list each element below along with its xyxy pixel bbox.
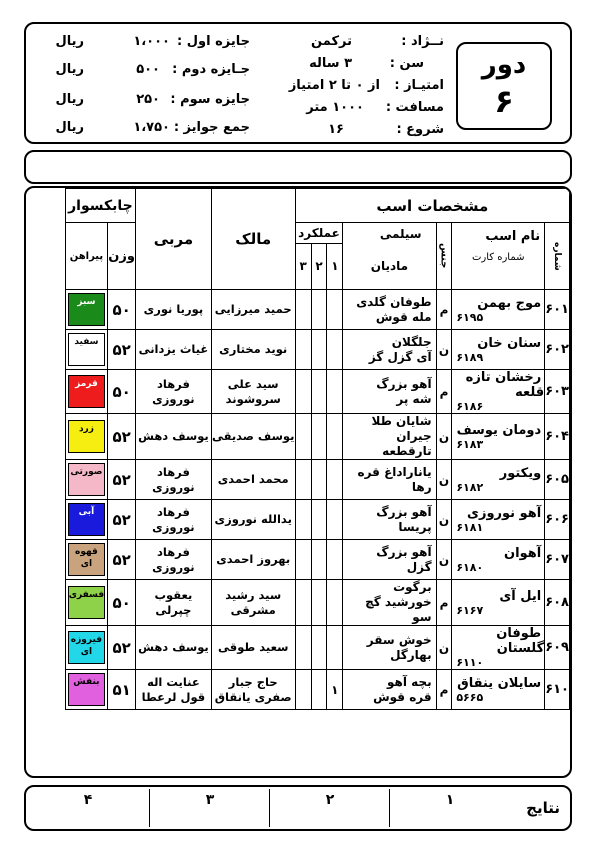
card-header: شماره کارت — [472, 252, 525, 263]
silk-cell — [65, 330, 107, 370]
performance-header-cell — [295, 223, 343, 290]
table-row — [26, 626, 570, 670]
silk-swatch: فیروزه ای — [68, 631, 105, 664]
horse-name-cell — [452, 580, 545, 626]
owner-name: یدالله نوروزی — [211, 500, 295, 540]
prize-2-unit: ریال — [55, 62, 84, 77]
horse-number: ۶۰۱ — [545, 290, 570, 330]
dam-name: آی گزل گز — [368, 349, 432, 364]
perf-1: ۱ — [327, 670, 343, 710]
silk-cell — [65, 540, 107, 580]
trainer-name: فرهاد نوروزی — [136, 370, 212, 414]
silk-cell — [65, 580, 107, 626]
perf-1 — [327, 540, 343, 580]
trainer-name: یوسف دهش — [136, 414, 212, 460]
sire-name: خوش سقر — [366, 632, 432, 647]
horse-number: ۶۰۴ — [545, 414, 570, 460]
dam-name: جیران تارقطعه — [382, 429, 432, 458]
horse-sex: ن — [436, 460, 452, 500]
silk-cell — [65, 500, 107, 540]
sire-name: بچه آهو — [387, 674, 432, 689]
horse-name: سایلان ینقاق — [457, 675, 542, 691]
horse-number: ۶۰۸ — [545, 580, 570, 626]
card-number: ۶۱۸۱ — [456, 520, 484, 534]
silk-cell — [65, 460, 107, 500]
sire-name: آهو بزرگ — [376, 504, 432, 519]
sire-name: شایان طلا — [371, 414, 432, 428]
horse-name-cell — [452, 414, 545, 460]
race-label: دور — [481, 50, 527, 80]
table-row — [26, 460, 570, 500]
horse-sex: ن — [436, 330, 452, 370]
perf-3 — [295, 330, 311, 370]
perf-3 — [295, 500, 311, 540]
horse-sex: ن — [436, 540, 452, 580]
horse-sex: م — [436, 670, 452, 710]
jockey-weight: ۵۲ — [108, 500, 136, 540]
silk-swatch: قهوه ای — [68, 543, 105, 576]
horse-name-cell — [452, 370, 545, 414]
perf-3 — [295, 414, 311, 460]
perf-2 — [311, 414, 327, 460]
silk-swatch: سفید — [68, 333, 105, 366]
sire-name: یاناراداغ قره — [357, 464, 432, 479]
silk-swatch: سبز — [68, 293, 105, 326]
table-row — [26, 670, 570, 710]
jockey-section-header: چابکسوار — [65, 189, 135, 223]
horse-number: ۶۰۶ — [545, 500, 570, 540]
owner-name: نوید مختاری — [211, 330, 295, 370]
silk-swatch: صورتی — [68, 463, 105, 496]
perf-1 — [327, 500, 343, 540]
parents-cell — [343, 670, 436, 710]
perf-col-3: ۳ — [299, 259, 307, 273]
horse-name: سنان خان — [477, 335, 542, 351]
horse-sex: ن — [436, 500, 452, 540]
results-box — [24, 785, 572, 831]
horse-number: ۶۰۵ — [545, 460, 570, 500]
trainer-name: یعقوب چپرلی — [136, 580, 212, 626]
trainer-name: پوریا نوری — [136, 290, 212, 330]
sire-name: جلگلان — [391, 334, 432, 349]
horse-name: آهوان — [504, 545, 542, 561]
horse-name: دومان یوسف — [456, 422, 542, 438]
number-header: شماره — [545, 223, 570, 290]
points-value: از ۰ تا ۲ امتیاز — [288, 78, 380, 93]
silk-cell — [65, 414, 107, 460]
horse-name: ویکتور — [499, 465, 542, 481]
perf-2 — [311, 580, 327, 626]
dam-name: شه پر — [396, 391, 432, 406]
parents-header-cell — [343, 223, 436, 290]
table-row — [26, 540, 570, 580]
perf-1 — [327, 414, 343, 460]
prize-2-label: جـایزه دوم : — [172, 62, 250, 77]
horse-number: ۶۱۰ — [545, 670, 570, 710]
owner-name: سعید طوقی — [211, 626, 295, 670]
horse-name: موج بهمن — [477, 295, 542, 311]
race-number: ۶ — [494, 82, 514, 120]
trainer-name: فرهاد نوروزی — [136, 500, 212, 540]
horse-number: ۶۰۷ — [545, 540, 570, 580]
perf-3 — [295, 540, 311, 580]
result-place-3: ۳ — [149, 789, 270, 827]
horse-number: ۶۰۲ — [545, 330, 570, 370]
trainer-name: عنایت اله قول لرعطا — [136, 670, 212, 710]
results-label: نتایج — [526, 799, 560, 817]
sire-name: طوفان گلدی — [356, 294, 432, 309]
performance-header: عملکرد — [296, 223, 343, 244]
perf-1 — [327, 290, 343, 330]
horse-name-cell — [452, 670, 545, 710]
horse-name-cell — [452, 330, 545, 370]
horse-sex: م — [436, 370, 452, 414]
perf-1 — [327, 330, 343, 370]
perf-2 — [311, 290, 327, 330]
table-row — [26, 580, 570, 626]
silk-swatch: بنفش — [68, 673, 105, 706]
dam-name: قره قوش — [373, 689, 432, 704]
horse-name-cell — [452, 460, 545, 500]
distance-label: مسافت : — [385, 100, 444, 115]
silk-swatch: قرمز — [68, 375, 105, 408]
sire-name: آهو بزرگ — [376, 376, 432, 391]
jockey-weight: ۵۰ — [108, 370, 136, 414]
card-number: ۶۱۱۰ — [456, 656, 484, 669]
prize-total-unit: ریال — [55, 120, 84, 135]
horse-sex: م — [436, 290, 452, 330]
silk-cell — [65, 290, 107, 330]
table-row — [26, 370, 570, 414]
parents-cell — [343, 330, 436, 370]
horse-name: آهو نوروزی — [467, 505, 542, 521]
horse-number: ۶۰۹ — [545, 626, 570, 670]
dam-name: رها — [411, 479, 432, 494]
owner-name: سید رشید مشرقی — [211, 580, 295, 626]
perf-3 — [295, 670, 311, 710]
race-header — [24, 22, 572, 144]
weight-header: وزن — [108, 223, 136, 290]
jockey-weight: ۵۲ — [108, 540, 136, 580]
owner-name: بهروز احمدی — [211, 540, 295, 580]
horse-sex: ن — [436, 414, 452, 460]
perf-3 — [295, 580, 311, 626]
prize-1-label: جایزه اول : — [177, 34, 250, 49]
parents-cell — [343, 414, 436, 460]
perf-1 — [327, 580, 343, 626]
horse-name-cell — [452, 626, 545, 670]
card-number: ۶۱۶۷ — [456, 603, 484, 617]
prize-1-amount: ۱،۰۰۰ — [133, 34, 170, 49]
table-row — [26, 330, 570, 370]
result-place-2: ۲ — [269, 789, 390, 827]
silk-cell — [65, 370, 107, 414]
perf-2 — [311, 670, 327, 710]
owner-name: حمید میرزایی — [211, 290, 295, 330]
card-number: ۵۶۶۵ — [456, 690, 484, 704]
owner-name: حاج جبار صفری یانقاق — [211, 670, 295, 710]
jockey-weight: ۵۰ — [108, 580, 136, 626]
silk-swatch: فسفری — [68, 586, 105, 619]
prize-2-amount: ۵۰۰ — [136, 62, 160, 77]
horse-section-header: مشخصات اسب — [295, 189, 569, 223]
trainer-name: فرهاد نوروزی — [136, 460, 212, 500]
horse-name-cell — [452, 500, 545, 540]
sex-header: جنس — [436, 223, 452, 290]
card-number: ۶۱۸۹ — [456, 350, 484, 364]
parents-cell — [343, 540, 436, 580]
trainer-name: فرهاد نوروزی — [136, 540, 212, 580]
parents-cell — [343, 626, 436, 670]
card-number: ۶۱۸۶ — [456, 400, 484, 413]
entries-table — [26, 188, 570, 710]
perf-2 — [311, 540, 327, 580]
parents-cell — [343, 290, 436, 330]
owner-name: یوسف صدیقی — [211, 414, 295, 460]
sire-name: آهو بزرگ — [376, 544, 432, 559]
dam-header: مادیان — [370, 259, 409, 273]
parents-cell — [343, 370, 436, 414]
jockey-weight: ۵۲ — [108, 460, 136, 500]
name-header-cell — [452, 223, 545, 290]
horse-name-cell — [452, 540, 545, 580]
prize-3-unit: ریال — [55, 92, 84, 107]
age-value: ۳ ساله — [309, 56, 352, 71]
dam-name: پریسا — [398, 519, 432, 534]
breed-value: ترکمن — [311, 34, 352, 49]
dam-name: گزل — [406, 559, 432, 574]
table-row — [26, 290, 570, 330]
card-number: ۶۱۸۰ — [456, 560, 484, 574]
entries-table-box — [24, 186, 572, 778]
points-label: امتیـاز : — [394, 78, 444, 93]
perf-2 — [311, 626, 327, 670]
perf-col-1: ۱ — [326, 244, 342, 289]
jockey-weight: ۵۲ — [108, 330, 136, 370]
trainer-name: غیاث یزدانی — [136, 330, 212, 370]
horse-name: طوفان گلستان — [496, 626, 545, 656]
jockey-weight: ۵۱ — [108, 670, 136, 710]
silk-cell — [65, 670, 107, 710]
perf-3 — [295, 370, 311, 414]
start-value: ۱۶ — [328, 122, 344, 137]
perf-3 — [295, 460, 311, 500]
age-label: سن : — [389, 56, 424, 71]
silk-cell — [65, 626, 107, 670]
perf-col-2: ۲ — [311, 244, 327, 289]
notes-box — [24, 150, 572, 184]
horse-name: ایل آی — [499, 588, 542, 604]
owner-name: سید علی سروشوند — [211, 370, 295, 414]
horse-number: ۶۰۳ — [545, 370, 570, 414]
parents-cell — [343, 580, 436, 626]
dam-name: خورشید گچ سو — [365, 595, 432, 624]
breed-label: نــژاد : — [401, 34, 444, 49]
perf-1 — [327, 370, 343, 414]
prize-3-label: جایزه سوم : — [170, 92, 250, 107]
perf-2 — [311, 460, 327, 500]
race-number-box — [456, 42, 552, 130]
prize-1-unit: ریال — [55, 34, 84, 49]
perf-2 — [311, 330, 327, 370]
card-number: ۶۱۹۵ — [456, 310, 484, 324]
trainer-name: یوسف دهش — [136, 626, 212, 670]
parents-cell — [343, 460, 436, 500]
sire-header: سیلمی — [379, 227, 422, 241]
perf-2 — [311, 370, 327, 414]
horse-name: رخشان تازه قلعه — [465, 370, 545, 400]
sire-name: برگوت — [393, 580, 432, 594]
dam-name: بهارگل — [390, 647, 432, 662]
name-header: نام اسب — [485, 229, 541, 244]
dam-name: مله قوش — [375, 309, 432, 324]
perf-2 — [311, 500, 327, 540]
card-number: ۶۱۸۲ — [456, 480, 484, 494]
owner-header: مالک — [211, 189, 295, 290]
perf-1 — [327, 460, 343, 500]
horse-sex: ن — [436, 626, 452, 670]
prize-3-amount: ۲۵۰ — [136, 92, 160, 107]
perf-1 — [327, 626, 343, 670]
prize-total-label: جمع جوایز : — [173, 120, 250, 135]
parents-cell — [343, 500, 436, 540]
trainer-header: مربی — [136, 189, 212, 290]
distance-value: ۱۰۰۰ متر — [306, 100, 364, 115]
table-row — [26, 414, 570, 460]
result-place-4: ۴ — [83, 792, 93, 808]
perf-3 — [295, 290, 311, 330]
start-label: شروع : — [396, 122, 444, 137]
table-row — [26, 500, 570, 540]
jockey-weight: ۵۰ — [108, 290, 136, 330]
owner-name: محمد احمدی — [211, 460, 295, 500]
silk-swatch: زرد — [68, 420, 105, 453]
silk-header: پیراهن — [65, 223, 107, 290]
card-number: ۶۱۸۳ — [456, 437, 484, 451]
perf-3 — [295, 626, 311, 670]
horse-name-cell — [452, 290, 545, 330]
jockey-weight: ۵۲ — [108, 626, 136, 670]
silk-swatch: آبی — [68, 503, 105, 536]
horse-sex: م — [436, 580, 452, 626]
result-place-1: ۱ — [389, 789, 510, 827]
jockey-weight: ۵۲ — [108, 414, 136, 460]
prize-total-amount: ۱،۷۵۰ — [133, 120, 170, 135]
